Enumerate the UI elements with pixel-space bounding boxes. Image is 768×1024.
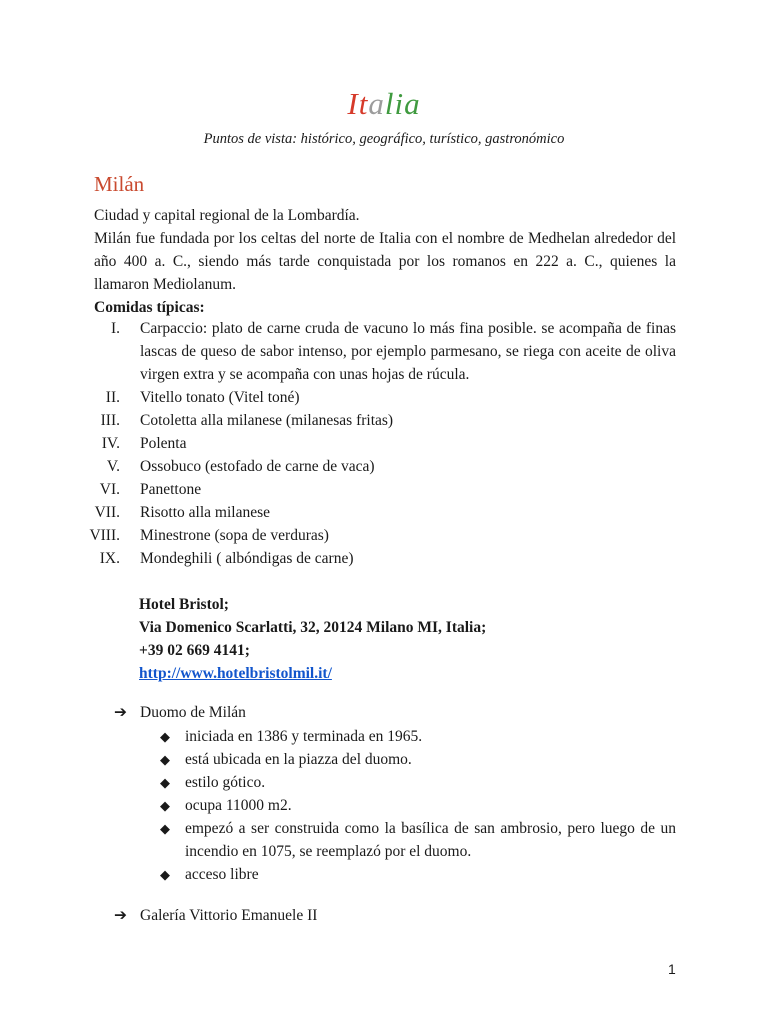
list-item (160, 817, 676, 863)
document-subtitle: Puntos de vista: histórico, geográfico, turístico, gastronómico (203, 131, 565, 147)
hotel-website-link[interactable]: http://www.hotelbristolmil.it/ (139, 665, 332, 682)
list-number: IV. (101, 435, 120, 452)
title-letter: a (368, 86, 385, 121)
list-number: V. (106, 458, 120, 475)
document-title (0, 86, 768, 122)
list-number: IX. (99, 550, 120, 567)
galeria-title: Galería Vittorio Emanuele II (140, 907, 318, 924)
hotel-info (139, 593, 486, 685)
galeria-item (114, 904, 317, 927)
list-item (60, 478, 676, 501)
duomo-facts-list (160, 725, 676, 886)
list-item (60, 409, 676, 432)
list-text: Polenta (140, 435, 187, 452)
list-text: Risotto alla milanese (140, 504, 271, 521)
page-number: 1 (668, 961, 676, 977)
arrow-right-icon: ➔ (114, 704, 127, 721)
list-text: estilo gótico. (185, 774, 266, 791)
duomo-item (114, 701, 246, 724)
list-text: Mondeghili ( albóndigas de carne) (140, 550, 354, 567)
list-text: empezó a ser construida como la basílica de san ambrosio, pero luego de un incendio en 1075, se reemplazó por el duomo. (185, 820, 676, 860)
list-number: VIII. (89, 527, 120, 544)
list-item (60, 386, 676, 409)
diamond-bullet-icon: ◆ (160, 821, 170, 836)
list-item (160, 863, 676, 886)
section-heading: Milán (94, 172, 145, 196)
list-text: Cotoletta alla milanese (milanesas fritas) (140, 412, 394, 429)
arrow-right-icon: ➔ (114, 907, 127, 924)
list-item (60, 501, 676, 524)
list-item (160, 748, 676, 771)
list-text: iniciada en 1386 y terminada en 1965. (185, 728, 423, 745)
title-letter: l (384, 86, 395, 121)
intro-paragraph: Milán fue fundada por los celtas del norte de Italia con el nombre de Medhelan alrededor del año 400 a. C., siendo más tarde conquistada por los romanos en 222 a. C., quienes la llamaron Mediolanum. (94, 230, 676, 293)
list-number: VI. (99, 481, 120, 498)
list-text: Ossobuco (estofado de carne de vaca) (140, 458, 375, 475)
list-text: está ubicada en la piazza del duomo. (185, 751, 412, 768)
list-item (160, 725, 676, 748)
list-text: Carpaccio: plato de carne cruda de vacuno lo más fina posible. se acompaña de finas lascas de queso de sabor intenso, por ejemplo parmesano, se riega con aceite de oliva virgen extra y se acompaña con unas hojas de rúcula. (140, 320, 676, 383)
title-letter: t (358, 86, 369, 121)
list-number: III. (100, 412, 120, 429)
hotel-address: Via Domenico Scarlatti, 32, 20124 Milano MI, Italia; (139, 619, 487, 636)
list-number: VII. (94, 504, 120, 521)
duomo-title: Duomo de Milán (140, 704, 246, 721)
foods-heading: Comidas típicas: (94, 299, 205, 316)
list-item (60, 455, 676, 478)
list-text: acceso libre (185, 866, 259, 883)
list-text: Minestrone (sopa de verduras) (140, 527, 329, 544)
title-letter: I (347, 86, 359, 121)
list-item (60, 317, 676, 386)
diamond-bullet-icon: ◆ (160, 867, 170, 882)
foods-list (60, 317, 676, 570)
list-text: Vitello tonato (Vitel toné) (140, 389, 300, 406)
list-item (160, 771, 676, 794)
list-item (60, 547, 676, 570)
list-number: I. (110, 320, 120, 337)
title-letter: ia (394, 86, 421, 121)
intro-line: Ciudad y capital regional de la Lombardía. (94, 207, 360, 224)
diamond-bullet-icon: ◆ (160, 775, 170, 790)
hotel-phone: +39 02 669 4141; (139, 642, 250, 659)
diamond-bullet-icon: ◆ (160, 729, 170, 744)
list-text: ocupa 11000 m2. (185, 797, 292, 814)
hotel-name: Hotel Bristol; (139, 596, 229, 613)
diamond-bullet-icon: ◆ (160, 752, 170, 767)
list-text: Panettone (140, 481, 202, 498)
diamond-bullet-icon: ◆ (160, 798, 170, 813)
list-number: II. (105, 389, 120, 406)
list-item (160, 794, 676, 817)
list-item (60, 432, 676, 455)
list-item (60, 524, 676, 547)
